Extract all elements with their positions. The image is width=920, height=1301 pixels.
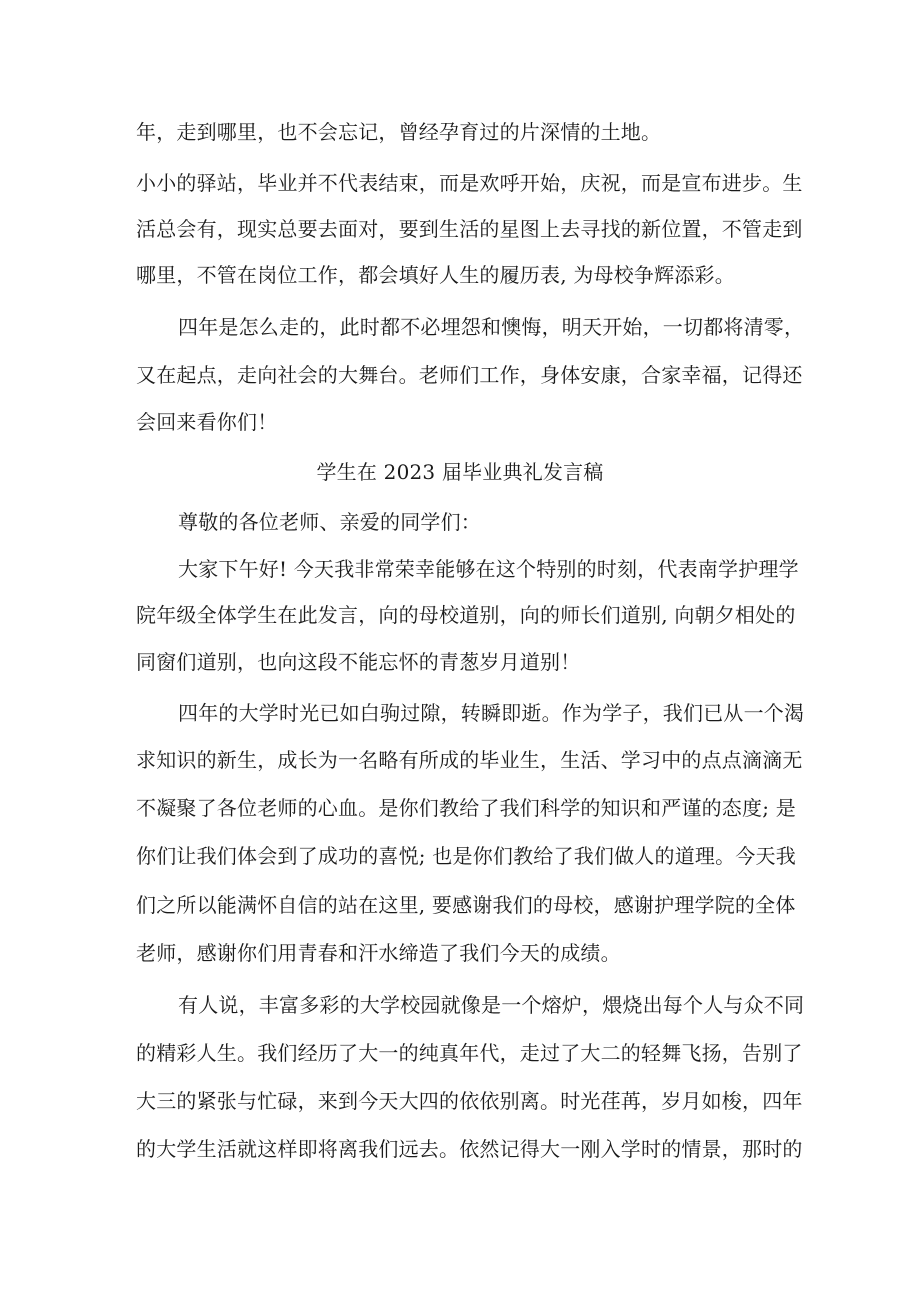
- text-line-15: 不凝聚了各位老师的心血。是你们教给了我们科学的知识和严谨的态度; 是: [136, 796, 796, 820]
- text-line-5: 四年是怎么走的，此时都不必埋怨和懊悔，明天开始，一切都将清零，: [178, 315, 805, 339]
- text-line-1: 年，走到哪里，也不会忘记，曾经孕育过的片深情的土地。: [136, 120, 662, 144]
- text-line-20: 的精彩人生。我们经历了大一的纯真年代，走过了大二的轻舞飞扬，告别了: [136, 1041, 803, 1065]
- text-line-12: 同窗们道别，也向这段不能忘怀的青葱岁月道别！: [136, 650, 581, 674]
- text-line-21: 大三的紧张与忙碌，来到今天大四的依依别离。时光荏苒，岁月如梭，四年: [136, 1089, 803, 1113]
- text-line-11: 院年级全体学生在此发言，向的母校道别，向的师长们道别, 向朝夕相处的: [136, 603, 796, 627]
- text-line-2: 小小的驿站，毕业并不代表结束，而是欢呼开始，庆祝，而是宣布进步。生: [136, 171, 803, 195]
- text-line-22: 的大学生活就这样即将离我们远去。依然记得大一刚入学时的情景，那时的: [136, 1137, 803, 1161]
- text-line-6: 又在起点，走向社会的大舞台。老师们工作，身体安康，合家幸福，记得还: [136, 363, 803, 387]
- text-line-13: 四年的大学时光已如白驹过隙，转瞬即逝。作为学子，我们已从一个渴: [178, 701, 805, 725]
- document-title: 学生在 2023 届毕业典礼发言稿: [316, 460, 604, 484]
- text-line-10: 大家下午好! 今天我非常荣幸能够在这个特别的时刻，代表南学护理学: [178, 557, 799, 581]
- text-line-4: 哪里，不管在岗位工作，都会填好人生的履历表, 为母校争辉添彩。: [136, 263, 735, 287]
- text-line-14: 求知识的新生，成长为一名略有所成的毕业生，生活、学习中的点点滴滴无: [136, 748, 803, 772]
- text-line-3: 活总会有，现实总要去面对，要到生活的星图上去寻找的新位置，不管走到: [136, 217, 803, 241]
- text-line-19: 有人说，丰富多彩的大学校园就像是一个熔炉，煨烧出每个人与众不同: [178, 993, 805, 1017]
- text-line-7: 会回来看你们！: [136, 410, 278, 434]
- text-line-18: 老师，感谢你们用青春和汗水缔造了我们今天的成绩。: [136, 941, 621, 965]
- text-line-17: 们之所以能满怀自信的站在这里, 要感谢我们的母校，感谢护理学院的全体: [136, 893, 796, 917]
- salutation: 尊敬的各位老师、亲爱的同学们：: [178, 510, 481, 534]
- text-line-16: 你们让我们体会到了成功的喜悦; 也是你们教给了我们做人的道理。今天我: [136, 844, 796, 868]
